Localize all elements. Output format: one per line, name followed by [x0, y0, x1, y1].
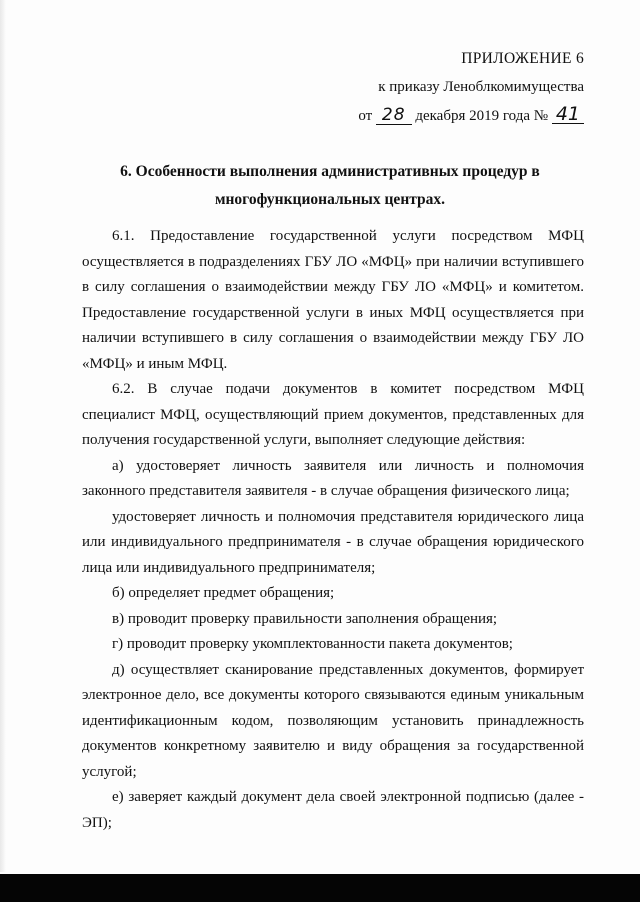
date-day-handwritten: 28 [376, 106, 412, 125]
date-prefix: от [358, 108, 373, 124]
section-title-line-1: 6. Особенности выполнения административных процедур в [120, 163, 540, 180]
order-reference: к приказу Леноблкомимущества [378, 79, 584, 95]
item-v: в) проводит проверку правильности заполнения обращения; [112, 610, 498, 627]
body-text [82, 224, 584, 836]
item-b: б) определяет предмет обращения; [112, 585, 335, 601]
order-date-line [358, 102, 584, 131]
item-a: а) удостоверяет личность заявителя или личность и полномочия законного представителя заявителя - в случае обращения физического лица; [82, 457, 584, 499]
item-e: е) заверяет каждый документ дела своей электронной подписью (далее - ЭП); [82, 789, 584, 831]
page-edge-shadow [0, 0, 6, 872]
scan-bottom-border [0, 874, 640, 902]
section-title-line-2: многофункциональных центрах. [214, 191, 446, 208]
date-rest: декабря 2019 года [415, 108, 530, 124]
paragraph-6-1: 6.1. Предоставление государственной услуги посредством МФЦ осуществляется в подразделениях ГБУ ЛО «МФЦ» при наличии вступившего в силу соглашения о взаимодействии между ГБУ ЛО «МФЦ» и комитетом. Предоставление государственной услуги в иных МФЦ осуществляется при наличии вступившего в силу соглашения о взаимодействии между ГБУ ЛО «МФЦ» и иным МФЦ. [82, 228, 584, 372]
item-d: д) осуществляет сканирование представленных документов, формирует электронное дело, все документы которого связываются единым уникальным идентификационным кодом, позволяющим установить принадлежность документов конкретному заявителю и виду обращения за государственной услугой; [82, 661, 584, 780]
appendix-label: ПРИЛОЖЕНИЕ 6 [461, 50, 584, 67]
document-header [358, 44, 584, 131]
number-sign: № [533, 108, 549, 124]
item-g: г) проводит проверку укомплектованности пакета документов; [112, 636, 513, 652]
item-a-continued: удостоверяет личность и полномочия представителя юридического лица или индивидуального предпринимателя - в случае обращения юридического лица или индивидуального предпринимателя; [82, 508, 584, 576]
section-title [60, 158, 600, 214]
paragraph-6-2: 6.2. В случае подачи документов в комитет посредством МФЦ специалист МФЦ, осуществляющий прием документов, представленных для получения государственной услуги, выполняет следующие действия: [82, 381, 584, 448]
order-number-handwritten: 41 [552, 105, 584, 124]
